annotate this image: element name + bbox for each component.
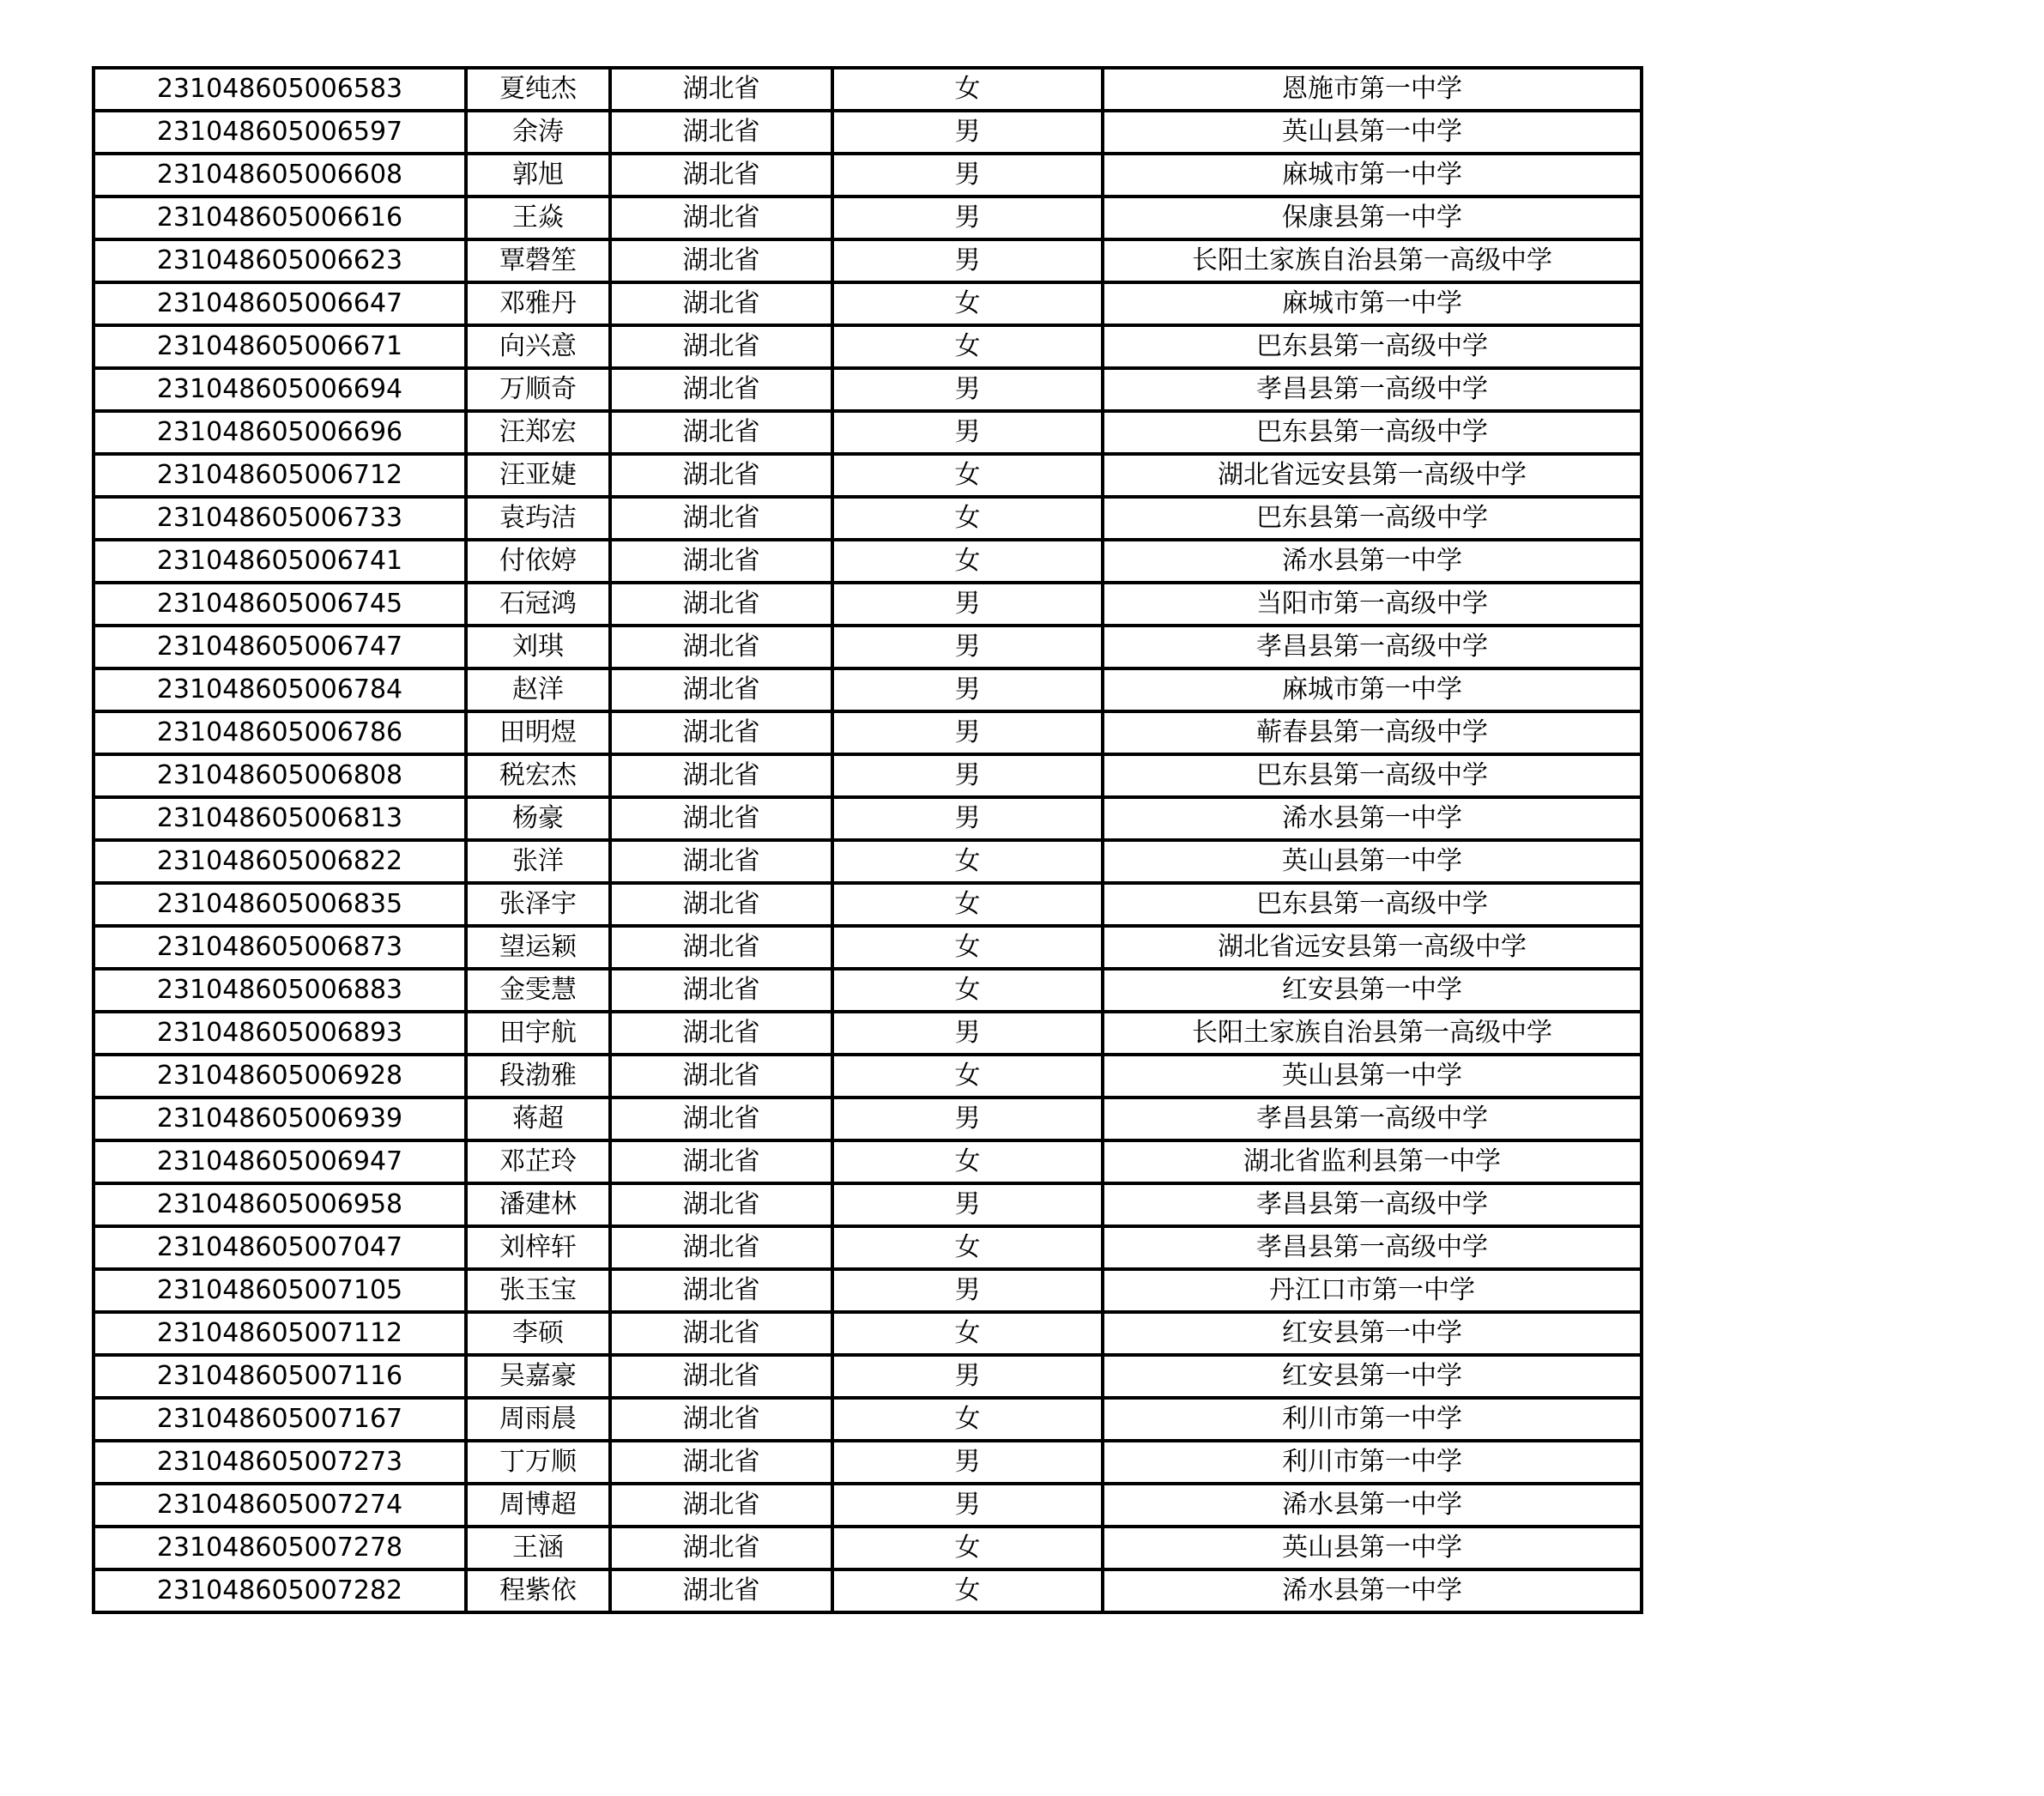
school-cell: 红安县第一中学 (1103, 969, 1642, 1012)
province-cell: 湖北省 (610, 282, 832, 325)
province-cell: 湖北省 (610, 1098, 832, 1140)
province-cell: 湖北省 (610, 1140, 832, 1183)
candidate-id-cell: 231048605006808 (94, 754, 466, 797)
name-cell: 税宏杰 (466, 754, 610, 797)
name-cell: 吴嘉豪 (466, 1355, 610, 1398)
province-cell: 湖北省 (610, 711, 832, 754)
table-row (94, 754, 1642, 797)
candidate-id-cell: 231048605007047 (94, 1226, 466, 1269)
candidate-id-cell: 231048605006813 (94, 797, 466, 840)
name-cell: 刘梓轩 (466, 1226, 610, 1269)
table-row (94, 1055, 1642, 1098)
candidate-id-cell: 231048605007282 (94, 1569, 466, 1612)
gender-cell: 男 (832, 197, 1103, 239)
table-row (94, 1527, 1642, 1569)
candidate-id-cell: 231048605007274 (94, 1484, 466, 1527)
province-cell: 湖北省 (610, 797, 832, 840)
province-cell: 湖北省 (610, 1012, 832, 1055)
name-cell: 周博超 (466, 1484, 610, 1527)
school-cell: 英山县第一中学 (1103, 1055, 1642, 1098)
school-cell: 孝昌县第一高级中学 (1103, 1098, 1642, 1140)
table-row (94, 1012, 1642, 1055)
school-cell: 浠水县第一中学 (1103, 1569, 1642, 1612)
table-row (94, 1484, 1642, 1527)
province-cell: 湖北省 (610, 68, 832, 111)
name-cell: 田宇航 (466, 1012, 610, 1055)
table-row (94, 1441, 1642, 1484)
candidate-id-cell: 231048605006647 (94, 282, 466, 325)
school-cell: 利川市第一中学 (1103, 1441, 1642, 1484)
name-cell: 汪郑宏 (466, 411, 610, 454)
province-cell: 湖北省 (610, 154, 832, 197)
table-row (94, 626, 1642, 668)
school-cell: 英山县第一中学 (1103, 840, 1642, 883)
candidate-id-cell: 231048605006671 (94, 325, 466, 368)
name-cell: 汪亚婕 (466, 454, 610, 497)
province-cell: 湖北省 (610, 1569, 832, 1612)
school-cell: 英山县第一中学 (1103, 111, 1642, 154)
candidate-id-cell: 231048605006696 (94, 411, 466, 454)
name-cell: 赵洋 (466, 668, 610, 711)
candidate-id-cell: 231048605006958 (94, 1183, 466, 1226)
table-row (94, 368, 1642, 411)
school-cell: 恩施市第一中学 (1103, 68, 1642, 111)
school-cell: 蕲春县第一高级中学 (1103, 711, 1642, 754)
school-cell: 红安县第一中学 (1103, 1312, 1642, 1355)
gender-cell: 男 (832, 583, 1103, 626)
table-row (94, 1183, 1642, 1226)
table-row (94, 1098, 1642, 1140)
name-cell: 周雨晨 (466, 1398, 610, 1441)
table-row (94, 711, 1642, 754)
name-cell: 李硕 (466, 1312, 610, 1355)
province-cell: 湖北省 (610, 197, 832, 239)
school-cell: 麻城市第一中学 (1103, 282, 1642, 325)
gender-cell: 男 (832, 797, 1103, 840)
table-row (94, 926, 1642, 969)
province-cell: 湖北省 (610, 540, 832, 583)
gender-cell: 男 (832, 154, 1103, 197)
province-cell: 湖北省 (610, 1355, 832, 1398)
roster-body (94, 68, 1642, 1612)
province-cell: 湖北省 (610, 754, 832, 797)
school-cell: 湖北省远安县第一高级中学 (1103, 454, 1642, 497)
table-row (94, 668, 1642, 711)
school-cell: 巴东县第一高级中学 (1103, 754, 1642, 797)
candidate-id-cell: 231048605006784 (94, 668, 466, 711)
candidate-id-cell: 231048605006873 (94, 926, 466, 969)
gender-cell: 女 (832, 840, 1103, 883)
name-cell: 付依婷 (466, 540, 610, 583)
candidate-id-cell: 231048605006786 (94, 711, 466, 754)
candidate-id-cell: 231048605006893 (94, 1012, 466, 1055)
province-cell: 湖北省 (610, 840, 832, 883)
name-cell: 丁万顺 (466, 1441, 610, 1484)
gender-cell: 男 (832, 1183, 1103, 1226)
school-cell: 保康县第一中学 (1103, 197, 1642, 239)
gender-cell: 女 (832, 1140, 1103, 1183)
name-cell: 蒋超 (466, 1098, 610, 1140)
province-cell: 湖北省 (610, 368, 832, 411)
candidate-id-cell: 231048605006583 (94, 68, 466, 111)
name-cell: 郭旭 (466, 154, 610, 197)
name-cell: 王涵 (466, 1527, 610, 1569)
province-cell: 湖北省 (610, 1527, 832, 1569)
school-cell: 长阳土家族自治县第一高级中学 (1103, 1012, 1642, 1055)
roster-table (92, 66, 1643, 1614)
school-cell: 湖北省远安县第一高级中学 (1103, 926, 1642, 969)
table-row (94, 1312, 1642, 1355)
candidate-id-cell: 231048605006712 (94, 454, 466, 497)
table-row (94, 282, 1642, 325)
gender-cell: 女 (832, 1226, 1103, 1269)
name-cell: 向兴意 (466, 325, 610, 368)
table-row (94, 411, 1642, 454)
gender-cell: 女 (832, 1527, 1103, 1569)
name-cell: 刘琪 (466, 626, 610, 668)
table-row (94, 1569, 1642, 1612)
table-row (94, 1355, 1642, 1398)
name-cell: 潘建林 (466, 1183, 610, 1226)
candidate-id-cell: 231048605007278 (94, 1527, 466, 1569)
candidate-id-cell: 231048605006608 (94, 154, 466, 197)
candidate-id-cell: 231048605007273 (94, 1441, 466, 1484)
candidate-id-cell: 231048605006928 (94, 1055, 466, 1098)
province-cell: 湖北省 (610, 497, 832, 540)
candidate-id-cell: 231048605006747 (94, 626, 466, 668)
gender-cell: 男 (832, 1484, 1103, 1527)
candidate-id-cell: 231048605007112 (94, 1312, 466, 1355)
gender-cell: 男 (832, 1441, 1103, 1484)
gender-cell: 女 (832, 1398, 1103, 1441)
school-cell: 巴东县第一高级中学 (1103, 325, 1642, 368)
school-cell: 浠水县第一中学 (1103, 797, 1642, 840)
name-cell: 邓雅丹 (466, 282, 610, 325)
table-row (94, 111, 1642, 154)
gender-cell: 男 (832, 1098, 1103, 1140)
gender-cell: 女 (832, 540, 1103, 583)
name-cell: 杨豪 (466, 797, 610, 840)
name-cell: 邓芷玲 (466, 1140, 610, 1183)
school-cell: 湖北省监利县第一中学 (1103, 1140, 1642, 1183)
gender-cell: 男 (832, 668, 1103, 711)
province-cell: 湖北省 (610, 1441, 832, 1484)
school-cell: 巴东县第一高级中学 (1103, 411, 1642, 454)
candidate-id-cell: 231048605006597 (94, 111, 466, 154)
gender-cell: 男 (832, 754, 1103, 797)
table-row (94, 583, 1642, 626)
table-row (94, 1398, 1642, 1441)
candidate-id-cell: 231048605006616 (94, 197, 466, 239)
name-cell: 张泽宇 (466, 883, 610, 926)
name-cell: 张玉宝 (466, 1269, 610, 1312)
name-cell: 金雯慧 (466, 969, 610, 1012)
name-cell: 王焱 (466, 197, 610, 239)
name-cell: 段渤雅 (466, 1055, 610, 1098)
candidate-id-cell: 231048605006883 (94, 969, 466, 1012)
school-cell: 浠水县第一中学 (1103, 1484, 1642, 1527)
name-cell: 石冠鸿 (466, 583, 610, 626)
gender-cell: 男 (832, 239, 1103, 282)
gender-cell: 女 (832, 1569, 1103, 1612)
province-cell: 湖北省 (610, 239, 832, 282)
gender-cell: 女 (832, 969, 1103, 1012)
gender-cell: 女 (832, 68, 1103, 111)
province-cell: 湖北省 (610, 668, 832, 711)
school-cell: 巴东县第一高级中学 (1103, 497, 1642, 540)
gender-cell: 女 (832, 325, 1103, 368)
province-cell: 湖北省 (610, 583, 832, 626)
province-cell: 湖北省 (610, 1183, 832, 1226)
gender-cell: 男 (832, 711, 1103, 754)
gender-cell: 女 (832, 1055, 1103, 1098)
table-row (94, 154, 1642, 197)
candidate-id-cell: 231048605006822 (94, 840, 466, 883)
gender-cell: 女 (832, 883, 1103, 926)
table-row (94, 454, 1642, 497)
school-cell: 利川市第一中学 (1103, 1398, 1642, 1441)
table-row (94, 840, 1642, 883)
province-cell: 湖北省 (610, 1484, 832, 1527)
table-row (94, 883, 1642, 926)
gender-cell: 男 (832, 1269, 1103, 1312)
province-cell: 湖北省 (610, 111, 832, 154)
table-row (94, 969, 1642, 1012)
school-cell: 巴东县第一高级中学 (1103, 883, 1642, 926)
school-cell: 英山县第一中学 (1103, 1527, 1642, 1569)
gender-cell: 女 (832, 926, 1103, 969)
school-cell: 浠水县第一中学 (1103, 540, 1642, 583)
table-row (94, 797, 1642, 840)
school-cell: 孝昌县第一高级中学 (1103, 1226, 1642, 1269)
candidate-id-cell: 231048605006745 (94, 583, 466, 626)
school-cell: 孝昌县第一高级中学 (1103, 626, 1642, 668)
candidate-id-cell: 231048605006835 (94, 883, 466, 926)
candidate-id-cell: 231048605006939 (94, 1098, 466, 1140)
province-cell: 湖北省 (610, 1312, 832, 1355)
candidate-id-cell: 231048605006733 (94, 497, 466, 540)
candidate-id-cell: 231048605007116 (94, 1355, 466, 1398)
gender-cell: 女 (832, 1312, 1103, 1355)
province-cell: 湖北省 (610, 883, 832, 926)
table-row (94, 1226, 1642, 1269)
province-cell: 湖北省 (610, 454, 832, 497)
province-cell: 湖北省 (610, 411, 832, 454)
gender-cell: 男 (832, 1012, 1103, 1055)
name-cell: 万顺奇 (466, 368, 610, 411)
table-row (94, 540, 1642, 583)
gender-cell: 男 (832, 111, 1103, 154)
table-row (94, 325, 1642, 368)
school-cell: 红安县第一中学 (1103, 1355, 1642, 1398)
name-cell: 田明煜 (466, 711, 610, 754)
candidate-id-cell: 231048605007167 (94, 1398, 466, 1441)
school-cell: 当阳市第一高级中学 (1103, 583, 1642, 626)
gender-cell: 女 (832, 282, 1103, 325)
province-cell: 湖北省 (610, 325, 832, 368)
school-cell: 孝昌县第一高级中学 (1103, 368, 1642, 411)
candidate-id-cell: 231048605007105 (94, 1269, 466, 1312)
school-cell: 麻城市第一中学 (1103, 668, 1642, 711)
province-cell: 湖北省 (610, 926, 832, 969)
table-row (94, 1269, 1642, 1312)
gender-cell: 男 (832, 626, 1103, 668)
province-cell: 湖北省 (610, 969, 832, 1012)
gender-cell: 男 (832, 411, 1103, 454)
table-row (94, 1140, 1642, 1183)
gender-cell: 男 (832, 1355, 1103, 1398)
school-cell: 长阳土家族自治县第一高级中学 (1103, 239, 1642, 282)
school-cell: 孝昌县第一高级中学 (1103, 1183, 1642, 1226)
name-cell: 覃磬笙 (466, 239, 610, 282)
gender-cell: 女 (832, 497, 1103, 540)
candidate-id-cell: 231048605006694 (94, 368, 466, 411)
gender-cell: 男 (832, 368, 1103, 411)
candidate-id-cell: 231048605006741 (94, 540, 466, 583)
gender-cell: 女 (832, 454, 1103, 497)
province-cell: 湖北省 (610, 626, 832, 668)
table-row (94, 68, 1642, 111)
table-row (94, 197, 1642, 239)
school-cell: 丹江口市第一中学 (1103, 1269, 1642, 1312)
province-cell: 湖北省 (610, 1398, 832, 1441)
table-row (94, 497, 1642, 540)
province-cell: 湖北省 (610, 1269, 832, 1312)
province-cell: 湖北省 (610, 1055, 832, 1098)
school-cell: 麻城市第一中学 (1103, 154, 1642, 197)
name-cell: 张洋 (466, 840, 610, 883)
name-cell: 望运颖 (466, 926, 610, 969)
candidate-id-cell: 231048605006623 (94, 239, 466, 282)
province-cell: 湖北省 (610, 1226, 832, 1269)
candidate-id-cell: 231048605006947 (94, 1140, 466, 1183)
name-cell: 余涛 (466, 111, 610, 154)
table-row (94, 239, 1642, 282)
name-cell: 夏纯杰 (466, 68, 610, 111)
name-cell: 袁玙洁 (466, 497, 610, 540)
name-cell: 程紫依 (466, 1569, 610, 1612)
